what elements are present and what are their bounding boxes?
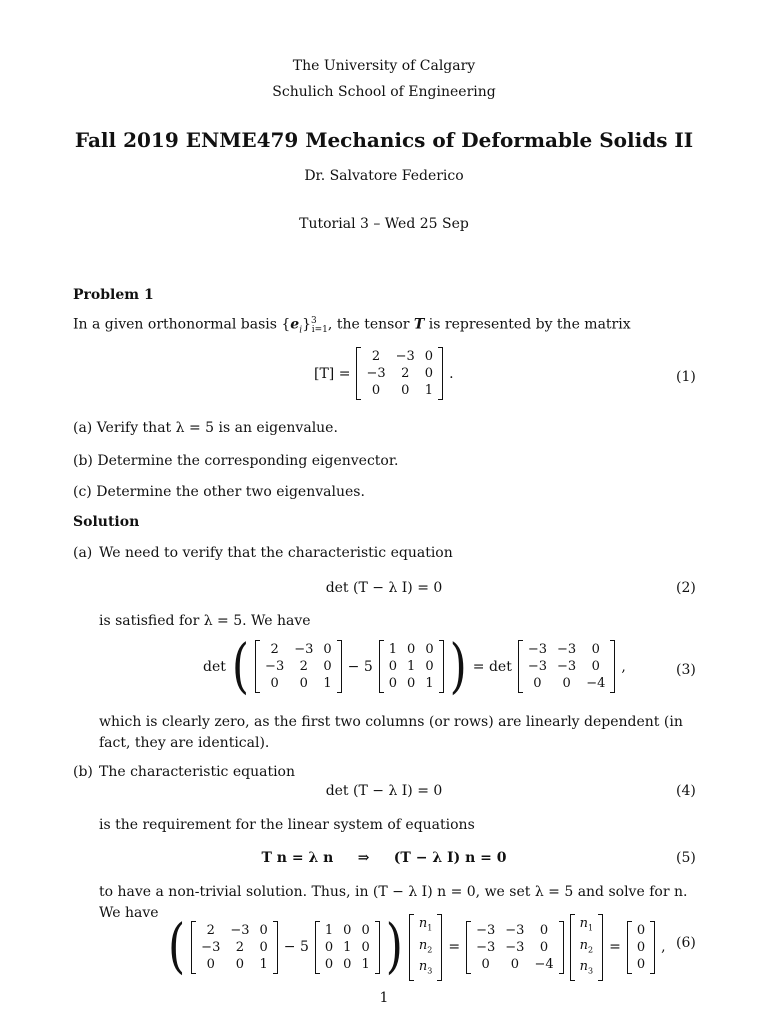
matrix-cell: 0 — [425, 659, 434, 674]
intro-text-b: } — [302, 316, 312, 333]
tensor-symbol: T — [413, 316, 425, 333]
matrix-cell: 0 — [343, 922, 352, 938]
matrix-cell: −3 — [395, 349, 415, 364]
matrix-cell: 0 — [323, 642, 332, 657]
matrix-cell: 0 — [259, 939, 268, 955]
matrix-cell: 1 — [323, 676, 332, 691]
matrix-cell: 0 — [388, 659, 398, 674]
solution-a-text3: which is clearly zero, as the first two columns (or rows) are linearly dependent (in fact, they are identical). — [99, 714, 683, 751]
equation-4: det (T − λ I) = 0 — [325, 783, 443, 799]
matrix-cell: 2 — [270, 642, 279, 657]
basis-symbol: e — [290, 316, 300, 333]
eq2-number: (2) — [676, 580, 696, 596]
matrix-cell: 0 — [324, 939, 334, 955]
matrix-cell: 0 — [562, 676, 571, 691]
matrix-cell: −3 — [505, 939, 525, 955]
eq1-number: (1) — [676, 369, 696, 385]
eq-det-label: = det — [472, 658, 512, 675]
solution-b-text2: is the requirement for the linear system of equations — [99, 817, 475, 833]
n-vector-2 — [570, 914, 603, 981]
matrix-cell: −3 — [557, 659, 577, 674]
matrix-T-eq6 — [191, 921, 278, 974]
vector-cell: $n_2$ — [579, 937, 594, 955]
part-c — [73, 484, 365, 500]
matrix-cell: 0 — [539, 922, 549, 938]
matrix-cell: 0 — [533, 676, 542, 691]
matrix-cell: 0 — [323, 659, 332, 674]
part-b-label: (b) — [73, 453, 93, 469]
page-number: 1 — [379, 990, 389, 1006]
matrix-cell: 1 — [343, 939, 352, 955]
vector-cell: 0 — [636, 939, 646, 955]
matrix-cell: −3 — [476, 939, 496, 955]
matrix-cell: 0 — [591, 659, 600, 674]
zero-vector — [627, 921, 655, 974]
solution-a-text2: is satisfied for λ = 5. We have — [99, 613, 311, 629]
matrix-cell: 0 — [324, 956, 334, 972]
minus-5: − 5 — [347, 658, 373, 675]
basis-sup: 3 — [311, 316, 317, 326]
matrix-cell: −4 — [534, 956, 554, 972]
matrix-cell: −4 — [586, 676, 606, 691]
part-a-label: (a) — [73, 420, 93, 436]
matrix-cell: 0 — [235, 956, 245, 972]
matrix-cell: 0 — [539, 939, 549, 955]
solution-b-label: (b) — [73, 764, 93, 780]
matrix-cell: 0 — [591, 642, 600, 657]
part-c-label: (c) — [73, 484, 92, 500]
part-b — [73, 453, 398, 469]
equation-3: det ( 2 −3 0 −3 2 0 0 0 1 − 5 1 0 0 0 1 0 0 0 1 ) = det −3 −3 0 −3 −3 0 0 0 −4 , — [203, 631, 626, 701]
eq6-number: (6) — [676, 935, 696, 951]
matrix-cell: 0 — [259, 922, 268, 938]
matrix-cell: 0 — [388, 676, 398, 691]
vector-cell: $n_1$ — [579, 916, 594, 933]
matrix-cell: −3 — [557, 642, 577, 657]
equation-5: T n = λ n ⇒ (T − λ I) n = 0 — [261, 850, 507, 866]
solution-b-text1: The characteristic equation — [99, 764, 295, 780]
matrix-cell: 2 — [371, 349, 381, 364]
result-matrix-eq6 — [466, 921, 564, 974]
matrix-cell: −3 — [505, 922, 525, 938]
problem-heading: Problem 1 — [73, 287, 154, 303]
matrix-cell: −3 — [201, 939, 221, 955]
university-name: The University of Calgary — [292, 58, 476, 74]
matrix-cell: 0 — [425, 642, 434, 657]
vector-cell: $n_3$ — [418, 959, 433, 976]
solution-heading: Solution — [73, 514, 140, 530]
matrix-cell: 1 — [259, 956, 268, 972]
problem-intro: In a given orthonormal basis $\{e_i\}^3_{i=1}$, the tensor T is represented by the matrix — [73, 316, 631, 336]
matrix-cell: 2 — [401, 366, 410, 381]
matrix-cell: 0 — [407, 642, 416, 657]
matrix-cell: 0 — [481, 956, 490, 972]
basis-sub: i=1 — [311, 325, 328, 336]
solution-a-label: (a) — [73, 545, 93, 561]
vector-cell: 0 — [636, 956, 646, 972]
minus-5-eq6: − 5 — [283, 939, 309, 956]
equation-2: det (T − λ I) = 0 — [325, 580, 443, 596]
matrix-cell: 0 — [270, 676, 279, 691]
eq5-number: (5) — [676, 850, 696, 866]
matrix-cell: 1 — [361, 956, 370, 972]
matrix-cell: 0 — [361, 922, 370, 938]
vector-cell: $n_3$ — [579, 959, 594, 976]
part-a-text: Verify that λ = 5 is an eigenvalue. — [96, 420, 338, 436]
matrix-cell: 0 — [401, 383, 410, 398]
matrix-cell: 1 — [324, 922, 334, 938]
eq4-number: (4) — [676, 783, 696, 799]
matrix-cell: 0 — [206, 956, 215, 972]
solution-b-text3: to have a non-trivial solution. Thus, in (T − λ I) n = 0, we set λ = 5 and solve for n. We have — [99, 884, 688, 921]
vector-cell: $n_1$ — [418, 916, 433, 933]
matrix-cell: 2 — [206, 922, 215, 938]
matrix-cell: 0 — [299, 676, 308, 691]
equation-6: ( 2 −3 0 −3 2 0 0 0 1 − 5 1 0 0 0 1 0 0 0 1 ) $n_1$ $n_2$ $n_3$ = −3 −3 0 −3 −3 0 0 0 −4 $n_1$ $n_2$ $n_3$ = 0 0 0 , — [168, 912, 666, 982]
part-c-text: Determine the other two eigenvalues. — [96, 484, 365, 500]
n-vector — [409, 914, 442, 981]
matrix-cell: 1 — [407, 659, 416, 674]
matrix-T — [356, 347, 443, 400]
part-a — [73, 420, 338, 436]
matrix-T-eq3 — [255, 640, 342, 693]
instructor-name: Dr. Salvatore Federico — [304, 168, 464, 184]
matrix-cell: 1 — [388, 642, 398, 657]
matrix-cell: 0 — [343, 956, 352, 972]
det-label: det — [203, 658, 226, 675]
matrix-cell: 1 — [424, 383, 434, 398]
school-name: Schulich School of Engineering — [272, 84, 496, 100]
tutorial-label: Tutorial 3 – Wed 25 Sep — [299, 216, 469, 232]
eq3-number: (3) — [676, 662, 696, 678]
matrix-cell: 2 — [235, 939, 245, 955]
intro-text-d: is represented by the matrix — [424, 316, 631, 333]
eq1-lhs: [T] = — [314, 365, 351, 382]
vector-cell: $n_2$ — [418, 937, 433, 955]
identity-matrix-eq6 — [315, 921, 380, 974]
solution-a-text1: We need to verify that the characteristic equation — [99, 545, 453, 561]
identity-matrix — [379, 640, 444, 693]
matrix-cell: −3 — [265, 659, 285, 674]
matrix-cell: 2 — [299, 659, 308, 674]
matrix-cell: 0 — [424, 366, 434, 381]
matrix-cell: −3 — [527, 642, 548, 657]
matrix-cell: 0 — [361, 939, 370, 955]
matrix-cell: −3 — [366, 366, 386, 381]
equation-1: [T] = 2 −3 0 −3 2 0 0 0 1 . — [314, 349, 454, 398]
matrix-cell: −3 — [294, 642, 314, 657]
matrix-cell: 0 — [407, 676, 416, 691]
matrix-cell: −3 — [230, 922, 250, 938]
page-title: Fall 2019 ENME479 Mechanics of Deformable Solids II — [74, 128, 694, 152]
matrix-cell: 0 — [510, 956, 519, 972]
part-b-text: Determine the corresponding eigenvector. — [97, 453, 399, 469]
matrix-cell: 0 — [424, 349, 434, 364]
vector-cell: 0 — [636, 922, 646, 938]
matrix-cell: −3 — [527, 659, 548, 674]
matrix-cell: 1 — [425, 676, 434, 691]
intro-text-a: In a given orthonormal basis { — [73, 316, 291, 333]
matrix-cell: −3 — [476, 922, 496, 938]
result-matrix — [518, 640, 616, 693]
intro-text-c: , the tensor — [327, 316, 414, 333]
matrix-cell: 0 — [371, 383, 381, 398]
